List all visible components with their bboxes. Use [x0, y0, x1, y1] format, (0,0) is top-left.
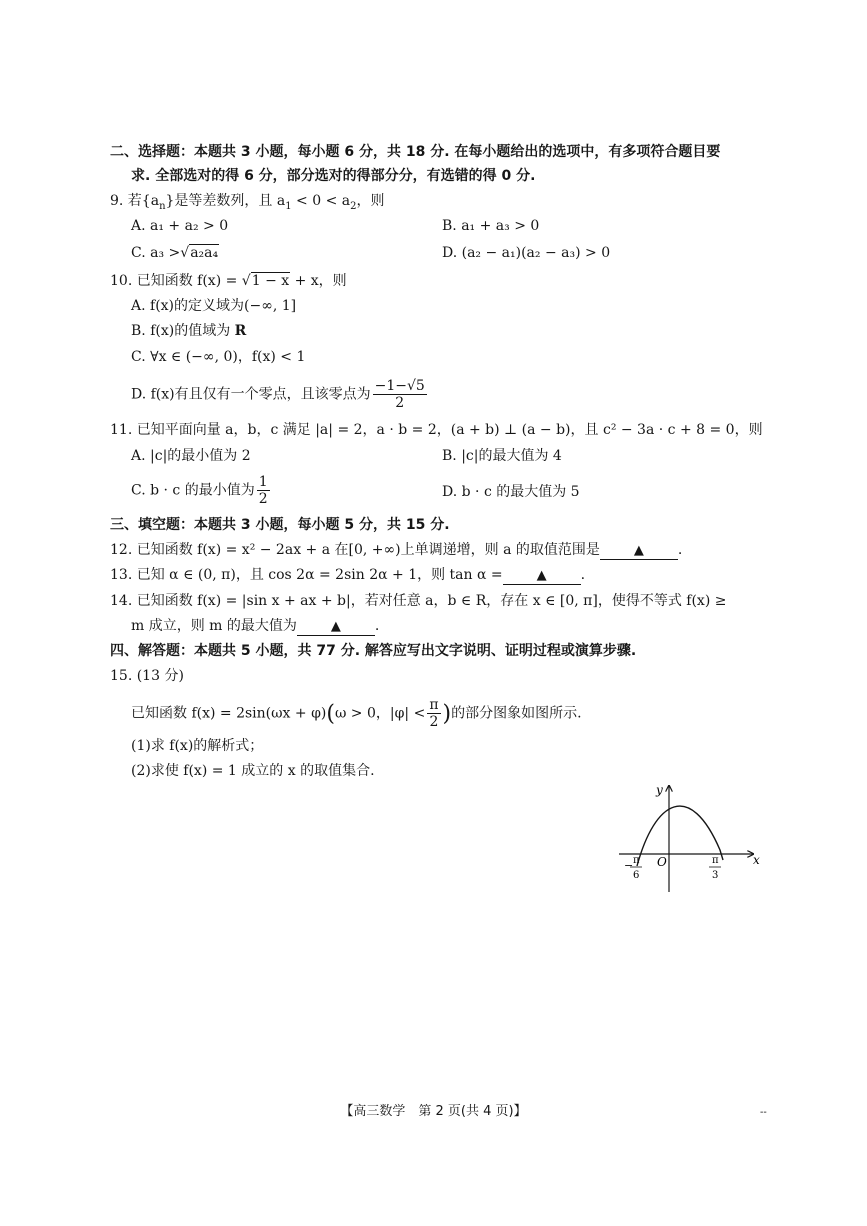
x-axis-label: x	[753, 853, 760, 867]
q10-option-b: B. f(x)的值域为 R	[131, 323, 247, 339]
sine-curve	[637, 806, 723, 866]
function-graph	[615, 780, 765, 900]
q9-option-b: B. a₁ + a₃ > 0	[442, 218, 540, 234]
q11-option-c: C. b · c 的最小值为 $\frac{1}{2}$	[131, 474, 268, 507]
right-tick-num: π	[712, 855, 719, 866]
q9-option-d: D. (a₂ − a₁)(a₂ − a₃) > 0	[442, 245, 611, 261]
q10-stem: 10. 已知函数 f(x) = √1 − x + x，则	[110, 273, 347, 289]
section4-heading: 四、解答题：本题共 5 小题，共 77 分. 解答应写出文字说明、证明过程或演算步骤.	[110, 643, 637, 659]
q10-option-d: D. f(x)有且仅有一个零点，且该零点为 $\frac{-1-√5}{2}$	[131, 378, 425, 411]
section3-heading: 三、填空题：本题共 3 小题，每小题 5 分，共 15 分.	[110, 517, 450, 533]
q11-option-d: D. b · c 的最大值为 5	[442, 484, 580, 500]
q10-option-c: C. ∀x ∈ (−∞, 0)，f(x) < 1	[131, 349, 306, 365]
page-footer: 【高三数学 第 2 页(共 4 页)】	[340, 1104, 527, 1119]
q15-part2: (2)求使 f(x) = 1 成立的 x 的取值集合.	[131, 763, 375, 779]
left-tick-den: 6	[633, 870, 640, 881]
q15-stem: 已知函数 f(x) = 2sin(ωx + φ)(ω > 0，|φ| < $\frac{\pi}{2}$ )的部分图象如图所示.	[131, 697, 582, 730]
q11-stem: 11. 已知平面向量 a，b，c 满足 |a| = 2，a · b = 2，(a + b) ⊥ (a − b)，且 c² − 3a · c + 8 = 0，则	[110, 422, 763, 438]
y-axis-label: y	[656, 783, 663, 797]
q15-title: 15. (13 分)	[110, 668, 184, 684]
section2-heading-line1: 二、选择题：本题共 3 小题，每小题 6 分，共 18 分. 在每小题给出的选项中，有多项符合题目要	[110, 144, 721, 160]
q11-option-a: A. |c|的最小值为 2	[131, 448, 251, 464]
q11-option-b: B. |c|的最大值为 4	[442, 448, 562, 464]
right-tick-den: 3	[712, 870, 719, 881]
left-tick-num: π	[633, 855, 640, 866]
q13-answer-blank: ▲	[503, 567, 581, 585]
q14-answer-blank: ▲	[297, 618, 375, 636]
q13-text: 13. 已知 α ∈ (0, π)，且 cos 2α = 2sin 2α + 1，则 tan α = ▲ .	[110, 567, 586, 583]
section2-heading-line2: 求. 全部选对的得 6 分，部分选对的得部分分，有选错的得 0 分.	[131, 168, 536, 184]
q14-line1: 14. 已知函数 f(x) = |sin x + ax + b|，若对任意 a，b ∈ R，存在 x ∈ [0, π]，使得不等式 f(x) ≥	[110, 593, 727, 609]
q15-part1: (1)求 f(x)的解析式；	[131, 738, 264, 754]
q14-line2: m 成立，则 m 的最大值为 ▲ .	[131, 618, 380, 634]
q9-option-c: C. a₃ >√a₂a₄	[131, 245, 219, 261]
origin-label: O	[657, 855, 667, 869]
left-tick-sign: −	[624, 859, 634, 872]
q10-option-a: A. f(x)的定义域为(−∞, 1]	[131, 298, 297, 314]
q12-text: 12. 已知函数 f(x) = x² − 2ax + a 在[0, +∞)上单调递增，则 a 的取值范围是 ▲ .	[110, 542, 683, 558]
q9-option-a: A. a₁ + a₂ > 0	[131, 218, 229, 234]
q12-answer-blank: ▲	[600, 542, 678, 560]
corner-mark: --	[760, 1107, 767, 1118]
q9-stem: 9. 若$\{a_n\}$是等差数列，且 $a_1 < 0 < a_2$，则	[110, 193, 385, 212]
